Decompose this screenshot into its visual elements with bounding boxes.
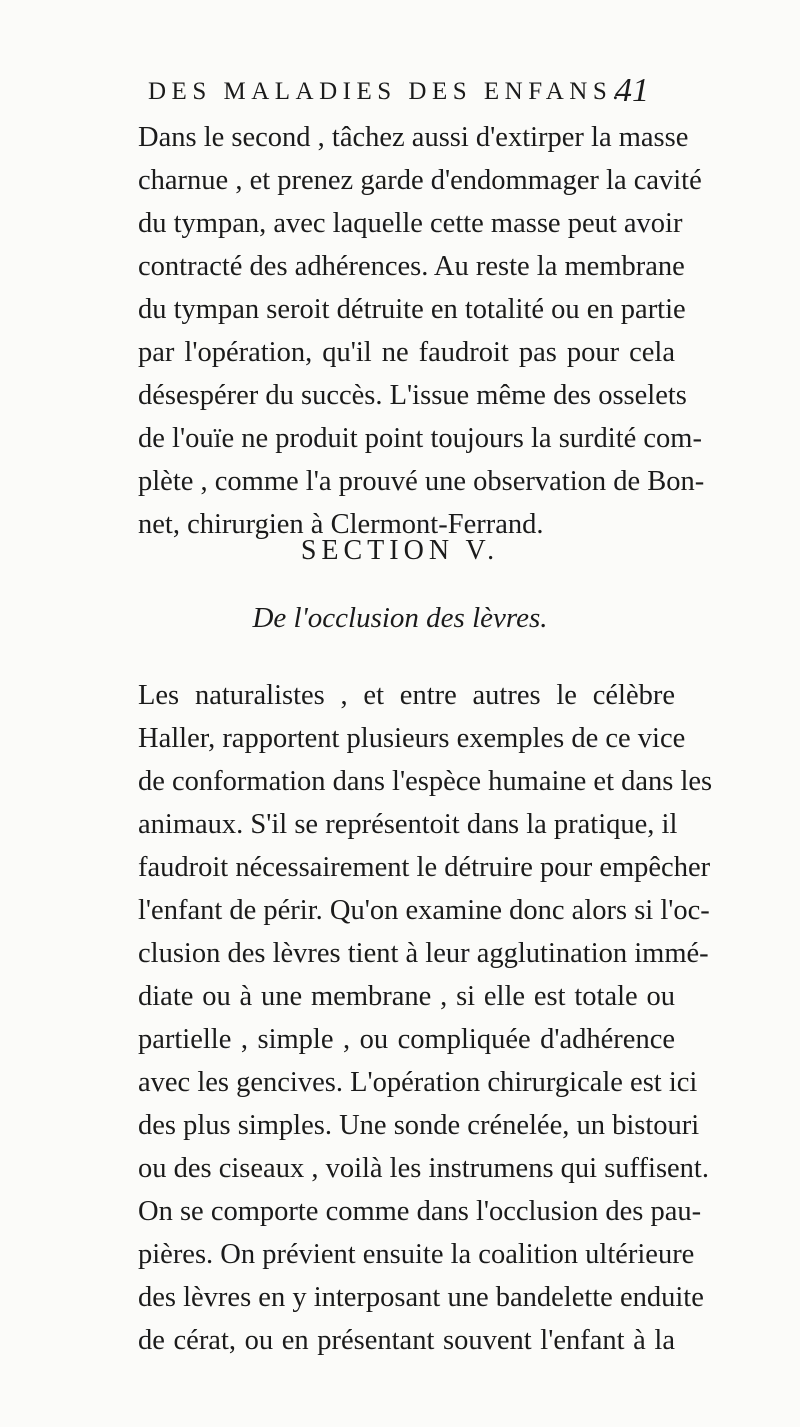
- text-line: Dans le second , tâchez aussi d'extirper la masse: [138, 122, 689, 153]
- text-line: de cérat, ou en présentant souvent l'enfant à la: [138, 1325, 675, 1356]
- text-line: de conformation dans l'espèce humaine et dans les: [138, 766, 713, 797]
- text-line: des plus simples. Une sonde crénelée, un bistouri: [138, 1110, 700, 1141]
- text-line: Les naturalistes , et entre autres le célèbre: [138, 680, 675, 711]
- text-line: ou des ciseaux , voilà les instrumens qui suffisent.: [138, 1153, 709, 1184]
- text-line: clusion des lèvres tient à leur agglutination immé-: [138, 938, 709, 969]
- text-line: Haller, rapportent plusieurs exemples de ce vice: [138, 723, 686, 754]
- text-line: du tympan seroit détruite en totalité ou en partie: [138, 294, 686, 325]
- text-line: l'enfant de périr. Qu'on examine donc alors si l'oc-: [138, 895, 710, 926]
- running-head: [0, 72, 800, 112]
- text-line: charnue , et prenez garde d'endommager la cavité: [138, 165, 702, 196]
- text-line: des lèvres en y interposant une bandelette enduite: [138, 1282, 704, 1313]
- text-line: On se comporte comme dans l'occlusion des pau-: [138, 1196, 702, 1227]
- text-line: avec les gencives. L'opération chirurgicale est ici: [138, 1067, 698, 1098]
- text-line: pières. On prévient ensuite la coalition ultérieure: [138, 1239, 695, 1270]
- text-line: de l'ouïe ne produit point toujours la surdité com-: [138, 423, 702, 454]
- text-line: animaux. S'il se représentoit dans la pratique, il: [138, 809, 678, 840]
- section-heading: SECTION V.: [300, 535, 500, 566]
- text-line: diate ou à une membrane , si elle est totale ou: [138, 981, 675, 1012]
- text-line: du tympan, avec laquelle cette masse peut avoir: [138, 208, 683, 239]
- paragraph-1: [138, 116, 705, 546]
- text-line: désespérer du succès. L'issue même des osselets: [138, 380, 687, 411]
- text-line: par l'opération, qu'il ne faudroit pas pour cela: [138, 337, 675, 368]
- text-line: contracté des adhérences. Au reste la membrane: [138, 251, 685, 282]
- page-number: 41: [615, 72, 649, 109]
- running-title: DES MALADIES DES ENFANS.: [148, 78, 625, 105]
- text-line: faudroit nécessairement le détruire pour empêcher: [138, 852, 711, 883]
- text-line: net, chirurgien à Clermont-Ferrand.: [138, 509, 544, 540]
- text-line: plète , comme l'a prouvé une observation de Bon-: [138, 466, 705, 497]
- text-line: partielle , simple , ou compliquée d'adhérence: [138, 1024, 675, 1055]
- section-subtitle: De l'occlusion des lèvres.: [252, 602, 548, 634]
- paragraph-2: [138, 674, 713, 1362]
